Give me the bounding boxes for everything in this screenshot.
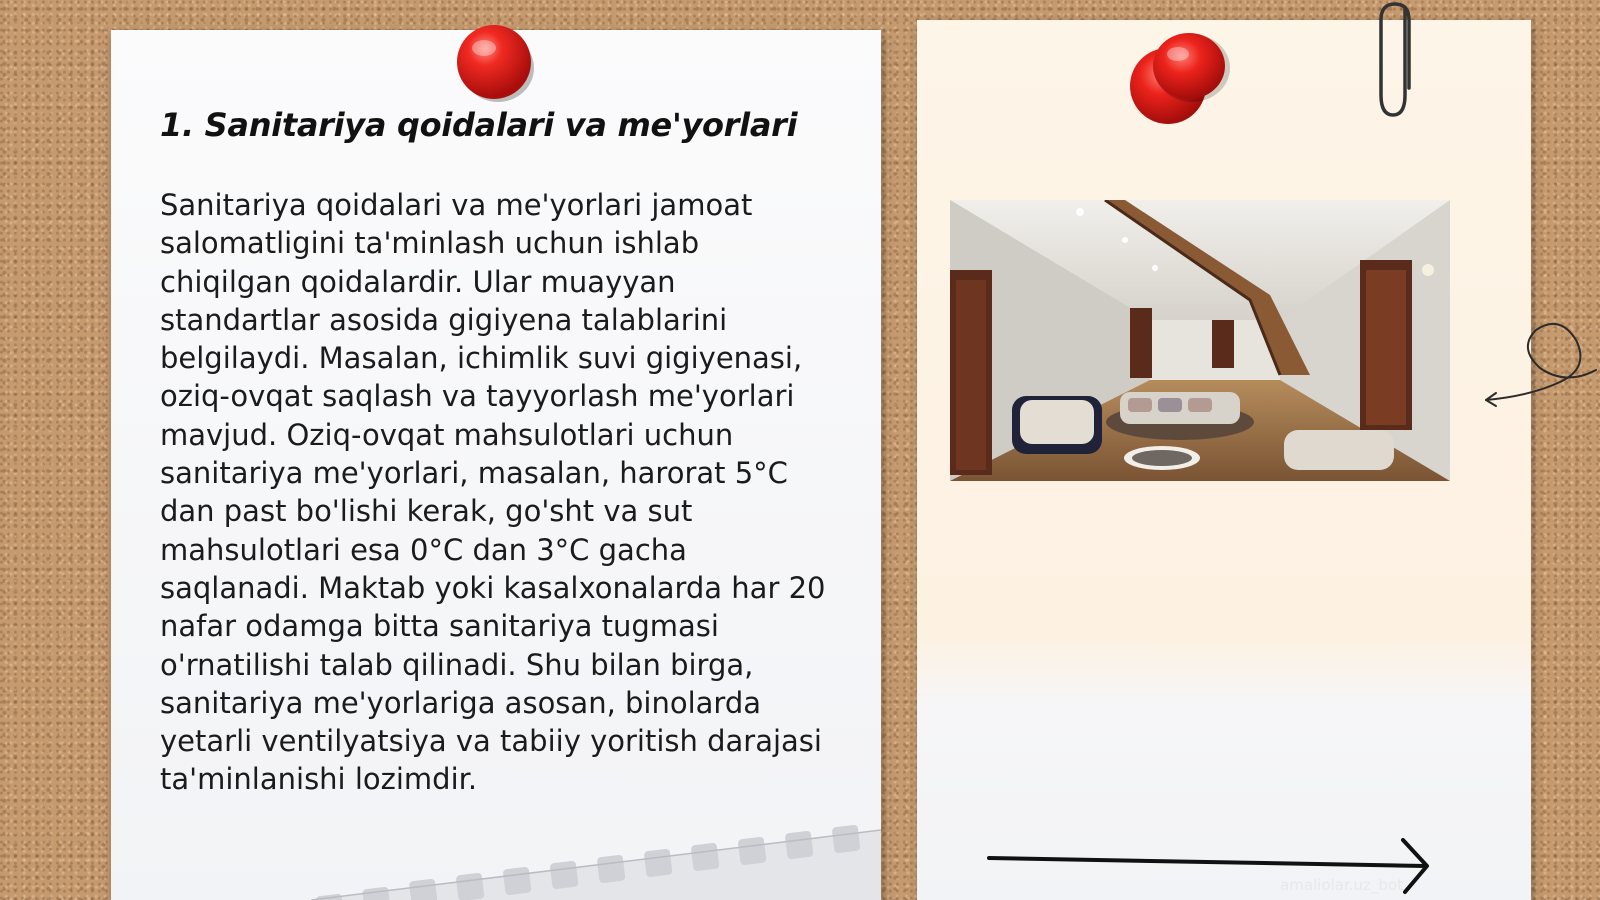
push-pin-icon: [1120, 30, 1240, 135]
hallway-interior-image: [950, 200, 1450, 481]
arrow-right-icon: [985, 836, 1451, 898]
left-note-paper: [111, 30, 881, 900]
slide-paragraph: Sanitariya qoidalari va me'yorlari jamoat salomatligini ta'minlash uchun ishlab chiqilgan qoidalardir. Ular muayyan standartlar asosida gigiyena talablarini belgilaydi. Masalan, ichimlik suvi gigiyenasi, oziq-ovqat saqlash va tayyorlash me'yorlari mavjud. Oziq-ovqat mahsulotlari uchun sanitariya me'yorlari, masalan, harorat 5°C dan past bo'lishi kerak, go'sht va sut mahsulotlari esa 0°C dan 3°C gacha saqlanadi. Maktab yoki kasalxonalarda har 20 nafar odamga bitta sanitariya tugmasi o'rnatilishi talab qilinadi. Shu bilan birga, sanitariya me'yorlariga asosan, binolarda yetarli ventilyatsiya va tabiiy yoritish darajasi ta'minlanishi lozimdir.: [160, 188, 826, 797]
right-note-paper: [917, 20, 1531, 900]
push-pin-icon: [452, 20, 538, 106]
torn-paper-edge: [311, 800, 881, 900]
paperclip-icon: [1375, 0, 1421, 125]
loop-arrow-icon: [1480, 310, 1598, 410]
slide-title: 1. Sanitariya qoidalari va me'yorlari: [160, 106, 798, 144]
watermark-text: amaliolar.uz_bot: [1280, 876, 1403, 894]
hallway-illustration: [950, 200, 1450, 481]
